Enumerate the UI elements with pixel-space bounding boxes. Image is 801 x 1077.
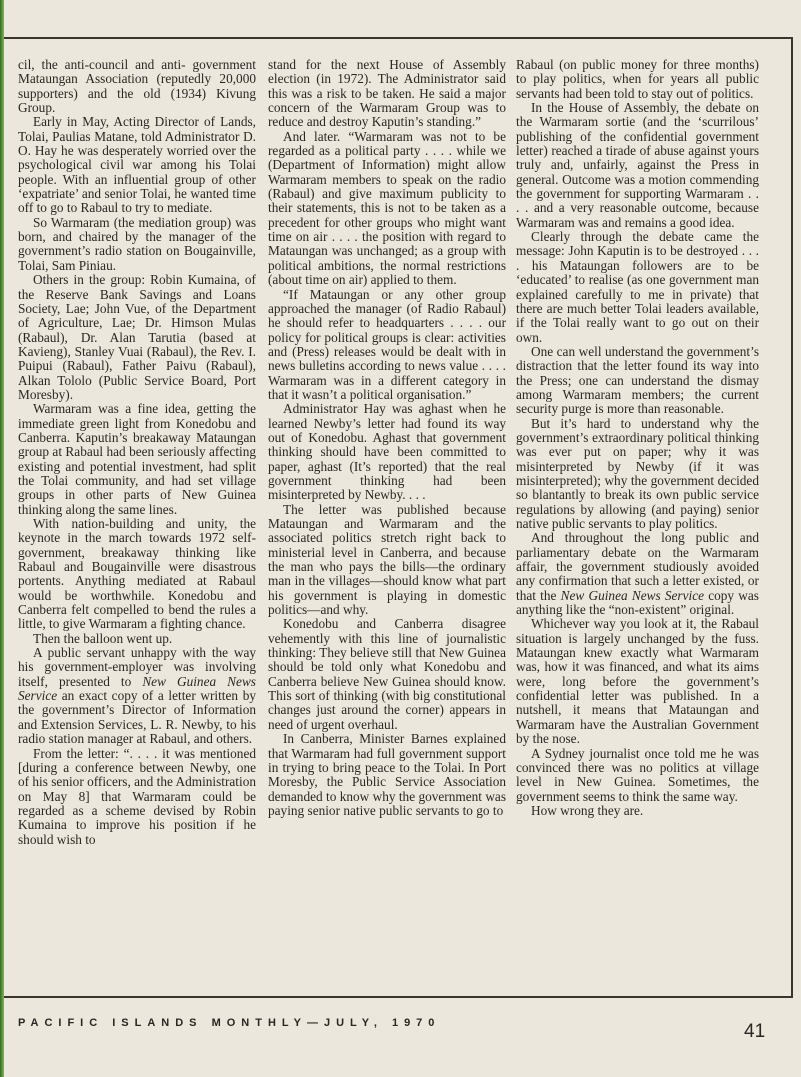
paragraph: But it’s hard to understand why the government’s extraordinary political thinking was ever put on paper; why it was misinterpreted by Newby (if it was misinterpreted); why the government decided so blantantly to break its own public service regulations by allowing (and paying) senior native public servants to play politics. [516, 415, 759, 531]
paragraph: cil, the anti-council and anti- government Mataungan Association (reputedly 20,000 supporters) and the old (1934) Kivung Group. [18, 57, 256, 116]
paragraph: A Sydney journalist once told me he was convinced there was no politics at village level in New Guinea. Sometimes, the government seems to think the same way. [516, 745, 759, 804]
paragraph: Administrator Hay was aghast when he learned Newby’s letter had found its way out of Konedobu. Aghast that government thinking should have been committed to paper, aghast (It’s reported) that the real government thinking had been misinterpreted by Newby. . . . [268, 401, 506, 503]
paragraph: “If Mataungan or any other group approached the manager (of Radio Rabaul) he should refer to headquarters . . . . our policy for political groups is clear: activities and (Press) releases would be dealt with in news bulletins according to news value . . . . Warmaram was in a different category in that it wasn’t a political organisation.” [268, 286, 506, 402]
paragraph: stand for the next House of Assembly election (in 1972). The Administrator said this was a risk to be taken. He said a major concern of the Warmaram Group was to reduce and destroy Kaputin’s standing.” [268, 57, 506, 130]
paragraph: The letter was published because Mataungan and Warmaram and the associated politics stretch right back to ministerial level in Canberra, and because the man who pays the bills—the ordinary man in the villages—should know what part his government is playing in domestic politics—and why. [268, 501, 506, 618]
paragraph: Clearly through the debate came the message: John Kaputin is to be destroyed . . . . his Mataungan followers are to be ‘educated’ to realise (as one government man explained carefully to me in private) that there are much better Tolai leaders available, if the Tolai really want to go out on their own. [516, 229, 759, 345]
paragraph: And throughout the long public and parliamentary debate on the Warmaram affair, the government studiously avoided any confirmation that such a letter existed, or that the New Guinea News Service copy was anything like the “non-existent” original. [516, 530, 759, 618]
article-column-3 [516, 58, 759, 818]
paragraph: Warmaram was a fine idea, getting the immediate green light from Konedobu and Canberra. Kaputin’s breakaway Mataungan group at Rabaul had been seriously affecting existing and potential investment, had split the Tolai community, and had set village groups in other parts of New Guinea thinking along the same lines. [18, 401, 256, 517]
paragraph: Others in the group: Robin Kumaina, of the Reserve Bank Savings and Loans Society, Lae; John Vue, of the Department of Agriculture, Lae; Dr. Himson Mulas (Rabaul), Dr. Alan Tarutia (based at Kavieng), Stanley Vuai (Rabaul), the Rev. I. Puipui (Rabaul), Father Paivu (Rabaul), Alkan Tololo (Public Service Board, Port Moresby). [18, 272, 256, 402]
paragraph: In Canberra, Minister Barnes explained that Warmaram had full government support in trying to bring peace to the Tolai. In Port Moresby, the Public Service Association demanded to know why the government was paying senior native public servants to go to [268, 731, 506, 818]
paragraph: A public servant unhappy with the way his government-employer was involving itself, presented to New Guinea News Service an exact copy of a letter written by the government’s Director of Information and Extension Services, L. R. Newby, to his radio station manager at Rabaul, and others. [18, 645, 256, 747]
page-number: 41 [744, 1021, 766, 1042]
paragraph: With nation-building and unity, the keynote in the march towards 1972 self-government, breakaway thinking like Rabaul and Bougainville were disastrous portents. Anything mediated at Rabaul would be worthwhile. Konedobu and Canberra felt compelled to bend the rules a little, to give Warmaram a fighting chance. [18, 516, 256, 632]
paragraph: From the letter: “. . . . it was mentioned [during a conference between Newby, one of his senior officers, and the Administration on May 8] that Warmaram could be regarded as a scheme devised by Robin Kumaina to improve his position if he should wish to [18, 745, 256, 847]
paragraph: And later. “Warmaram was not to be regarded as a political party . . . . while we (Department of Information) might allow Warmaram members to speak on the radio (Rabaul) and give maximum publicity to their statements, this is not to be taken as a precedent for other groups who might want time on air . . . . the position with regard to Mataungan was unchanged; as a group with political ambitions, the normal restrictions (about time on air) applied to them. [268, 128, 506, 288]
paragraph: In the House of Assembly, the debate on the Warmaram sortie (and the ‘scurrilous’ publishing of the confidential government letter) reached a tirade of abuse against yours truly and, unfairly, against the Press in general. Outcome was a motion commending the government for supporting Warmaram . . . . and a very reasonable outcome, because Warmaram was and remains a good idea. [516, 100, 759, 230]
paragraph: Rabaul (on public money for three months) to play politics, when for years all public servants had been told to stay out of politics. [516, 57, 759, 101]
paragraph: So Warmaram (the mediation group) was born, and chaired by the manager of the government’s radio station on Bougainville, Tolai, Sam Piniau. [18, 214, 256, 273]
paragraph: Early in May, Acting Director of Lands, Tolai, Paulias Matane, told Administrator D. O. Hay he was desperately worried over the psychological civil war among his Tolai people. With an influential group of other ‘expatriate’ and senior Tolai, he wanted time off to go to Rabaul to try to mediate. [18, 114, 256, 216]
paragraph: Whichever way you look at it, the Rabaul situation is largely unchanged by the fuss. Mataungan knew exactly what Warmaram was, how it was financed, and what its aims were, long before the government’s confidential letter was published. In a nutshell, it means that Mataungan and Warmaram have the Australian Government by the nose. [516, 616, 759, 747]
article-column-1 [18, 58, 256, 847]
paragraph: Konedobu and Canberra disagree vehemently with this line of journalistic thinking: They believe still that New Guinea should be told only what Konedobu and Canberra believe New Guinea should know. This sort of thinking (with big constitutional changes just around the corner) appears in need of urgent overhaul. [268, 616, 506, 732]
paragraph: Then the balloon went up. [33, 630, 173, 646]
article-column-2 [268, 58, 506, 818]
running-footer-title: PACIFIC ISLANDS MONTHLY—JULY, 1970 [18, 1017, 441, 1029]
paragraph: How wrong they are. [531, 802, 644, 818]
paragraph: One can well understand the government’s distraction that the letter found its way into the Press; one can understand the dismay among Warmaram members; the current security purge is more than reasonable. [516, 343, 759, 417]
